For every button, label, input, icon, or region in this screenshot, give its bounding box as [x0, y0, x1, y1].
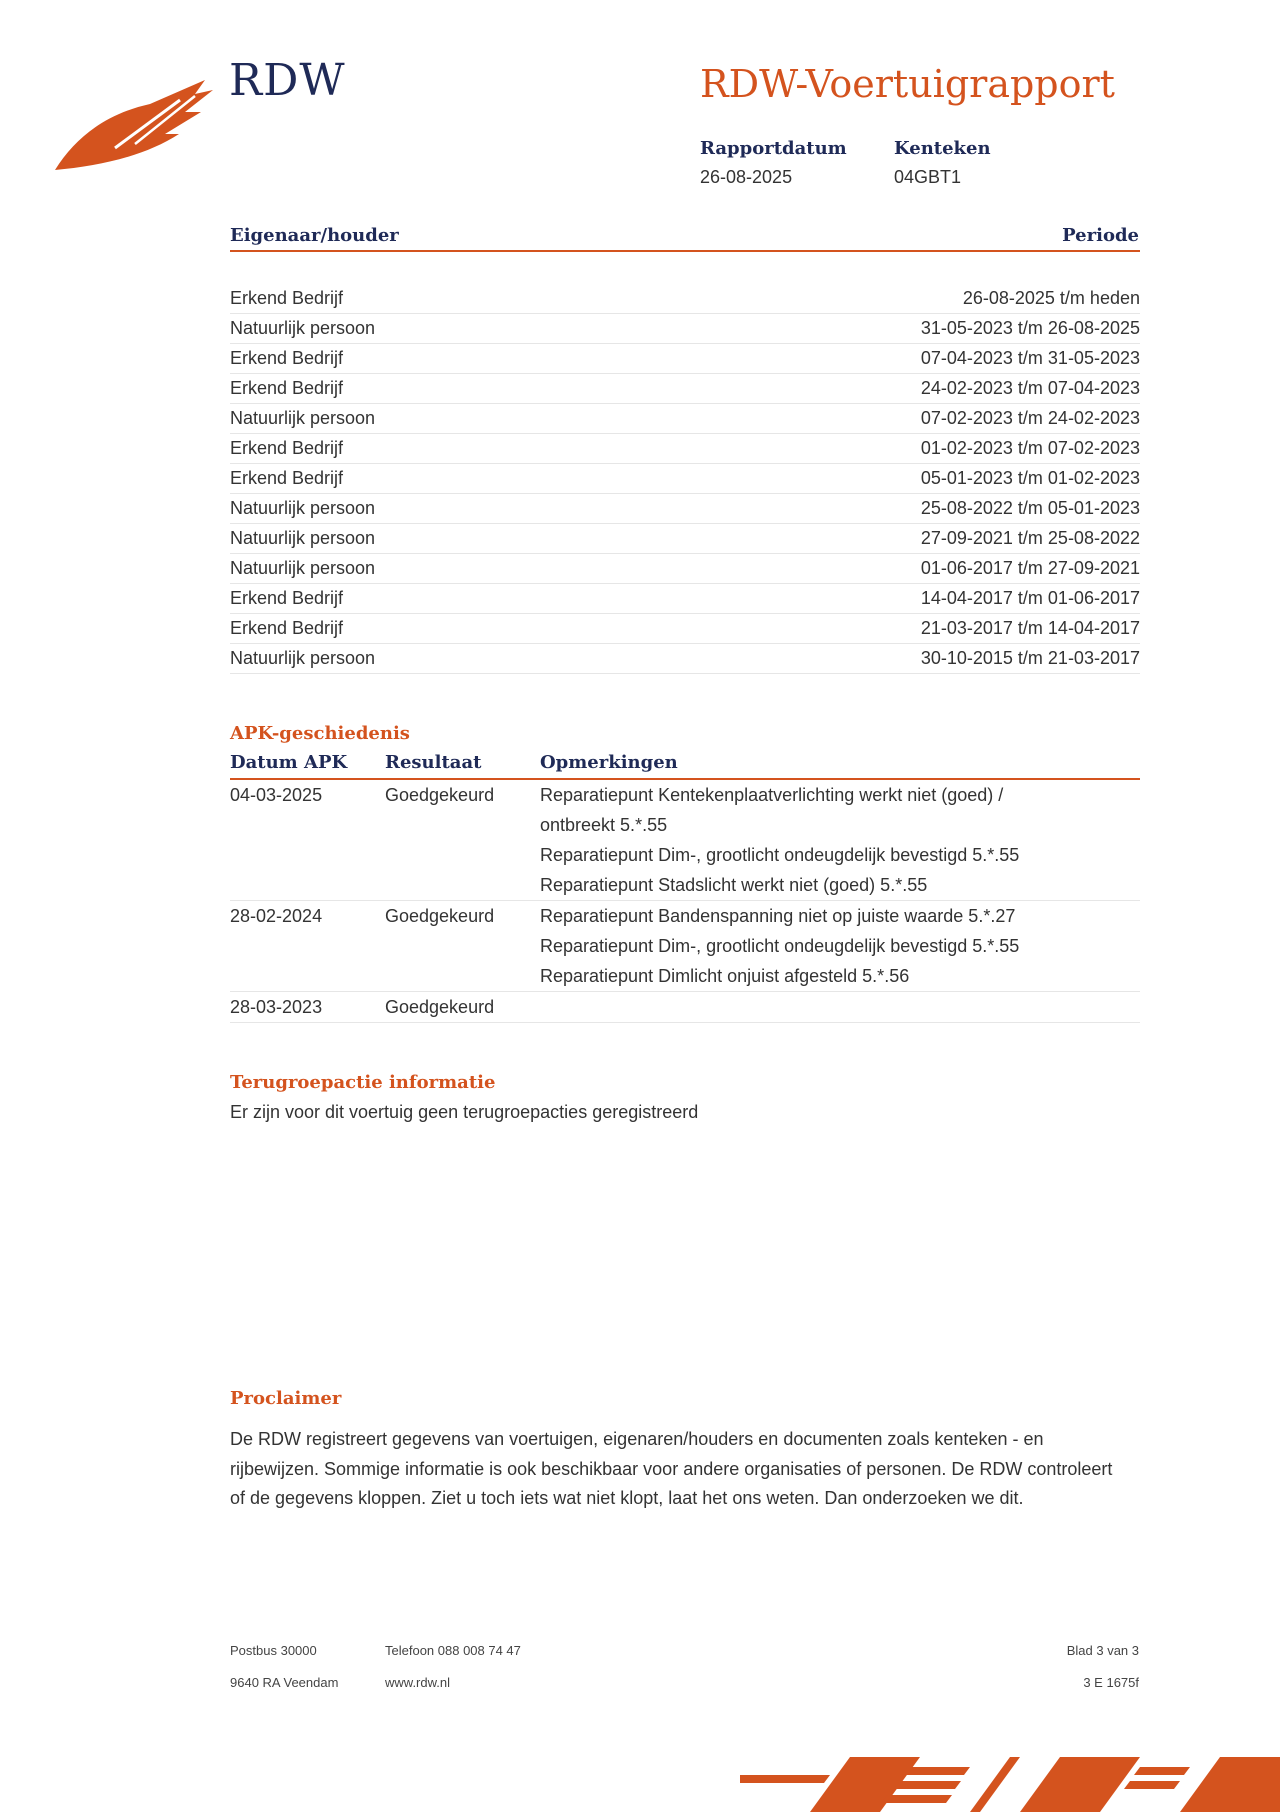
apk-remarks-header: Opmerkingen	[540, 752, 678, 773]
owner-type: Erkend Bedrijf	[230, 618, 344, 638]
owner-row	[230, 434, 1140, 464]
owner-period: 25-08-2022 t/m 05-01-2023	[920, 498, 1140, 518]
owner-type: Erkend Bedrijf	[230, 438, 344, 458]
footer-web-link[interactable]: www.rdw.nl	[385, 1675, 451, 1690]
apk-remark: Reparatiepunt Dim-, grootlicht ondeugdelijk bevestigd 5.*.55	[540, 845, 1020, 865]
apk-remark: Reparatiepunt Stadslicht werkt niet (goed) 5.*.55	[540, 875, 928, 895]
rdw-logo-mark	[55, 78, 215, 170]
owner-period: 14-04-2017 t/m 01-06-2017	[920, 588, 1140, 608]
decorative-stripes	[720, 1757, 1280, 1812]
owner-row	[230, 374, 1140, 404]
footer-city: 9640 RA Veendam	[230, 1675, 339, 1690]
owner-period: 24-02-2023 t/m 07-04-2023	[920, 378, 1140, 398]
owner-period: 31-05-2023 t/m 26-08-2025	[920, 318, 1140, 338]
apk-table	[230, 780, 1140, 1023]
owner-type: Natuurlijk persoon	[230, 498, 376, 518]
apk-remark: Reparatiepunt Dim-, grootlicht ondeugdelijk bevestigd 5.*.55	[540, 936, 1020, 956]
owner-type: Natuurlijk persoon	[230, 528, 376, 548]
apk-remark: Reparatiepunt Kentekenplaatverlichting werkt niet (goed) /	[540, 785, 1004, 805]
owner-type: Erkend Bedrijf	[230, 378, 344, 398]
owner-type: Natuurlijk persoon	[230, 408, 376, 428]
apk-date: 28-02-2024	[230, 906, 323, 926]
apk-result: Goedgekeurd	[385, 997, 495, 1017]
apk-row	[230, 901, 1140, 992]
owner-period: 27-09-2021 t/m 25-08-2022	[920, 528, 1140, 548]
apk-date-header: Datum APK	[230, 752, 348, 773]
apk-result: Goedgekeurd	[385, 906, 495, 926]
owner-row	[230, 314, 1140, 344]
footer-postbus: Postbus 30000	[230, 1643, 317, 1658]
apk-result-header: Resultaat	[385, 752, 482, 773]
owner-column-header: Eigenaar/houder	[230, 225, 399, 246]
owner-row	[230, 464, 1140, 494]
owner-period: 01-02-2023 t/m 07-02-2023	[920, 438, 1140, 458]
owner-period: 21-03-2017 t/m 14-04-2017	[920, 618, 1140, 638]
owner-period: 26-08-2025 t/m heden	[962, 288, 1140, 308]
owner-row	[230, 554, 1140, 584]
owner-type: Erkend Bedrijf	[230, 348, 344, 368]
owner-type: Erkend Bedrijf	[230, 288, 344, 308]
owner-row	[230, 524, 1140, 554]
apk-remark: ontbreekt 5.*.55	[540, 815, 668, 835]
owners-table	[230, 284, 1140, 674]
owner-row	[230, 494, 1140, 524]
owners-header-rule	[230, 250, 1140, 252]
owner-period: 05-01-2023 t/m 01-02-2023	[920, 468, 1140, 488]
owner-row	[230, 614, 1140, 644]
owner-type: Natuurlijk persoon	[230, 648, 376, 668]
apk-remarks	[540, 992, 1140, 1022]
footer-page-number: Blad 3 van 3	[1066, 1643, 1139, 1658]
report-title: RDW-Voertuigrapport	[700, 62, 1115, 106]
rdw-logo-text: RDW	[229, 55, 346, 106]
period-column-header: Periode	[1062, 225, 1139, 246]
owner-row	[230, 644, 1140, 674]
apk-date: 04-03-2025	[230, 785, 323, 805]
apk-remark: Reparatiepunt Dimlicht onjuist afgesteld 5.*.56	[540, 966, 910, 986]
apk-remarks	[540, 780, 1140, 900]
owner-type: Natuurlijk persoon	[230, 318, 376, 338]
footer-phone: Telefoon 088 008 74 47	[385, 1643, 521, 1658]
owner-type: Erkend Bedrijf	[230, 588, 344, 608]
owner-row	[230, 284, 1140, 314]
owner-row	[230, 404, 1140, 434]
owner-type: Natuurlijk persoon	[230, 558, 376, 578]
apk-result: Goedgekeurd	[385, 785, 495, 805]
proclaimer-title: Proclaimer	[230, 1388, 342, 1409]
report-date: 26-08-2025	[700, 167, 793, 187]
apk-date: 28-03-2023	[230, 997, 323, 1017]
owner-type: Erkend Bedrijf	[230, 468, 344, 488]
owner-period: 07-02-2023 t/m 24-02-2023	[920, 408, 1140, 428]
owner-row	[230, 344, 1140, 374]
apk-row	[230, 992, 1140, 1023]
footer-code: 3 E 1675f	[1083, 1675, 1139, 1690]
owner-period: 01-06-2017 t/m 27-09-2021	[920, 558, 1140, 578]
apk-section-title: APK-geschiedenis	[230, 723, 410, 744]
recall-section-title: Terugroepactie informatie	[230, 1072, 496, 1093]
owner-row	[230, 584, 1140, 614]
proclaimer-text: De RDW registreert gegevens van voertuigen, eigenaren/houders en documenten zoals kenteken - en rijbewijzen. Sommige informatie is ook beschikbaar voor andere organisaties of personen. De RDW controleert of de gegevens kloppen. Ziet u toch iets wat niet klopt, laat het ons weten. Dan onderzoeken we dit.	[230, 1429, 1113, 1508]
owner-period: 07-04-2023 t/m 31-05-2023	[920, 348, 1140, 368]
plate-value: 04GBT1	[894, 167, 962, 187]
report-date-label: Rapportdatum	[700, 138, 847, 159]
recall-text: Er zijn voor dit voertuig geen terugroepacties geregistreerd	[230, 1102, 699, 1122]
apk-row	[230, 780, 1140, 901]
apk-remark: Reparatiepunt Bandenspanning niet op juiste waarde 5.*.27	[540, 906, 1016, 926]
apk-remarks	[540, 901, 1140, 991]
plate-label: Kenteken	[894, 138, 991, 159]
owner-period: 30-10-2015 t/m 21-03-2017	[920, 648, 1140, 668]
